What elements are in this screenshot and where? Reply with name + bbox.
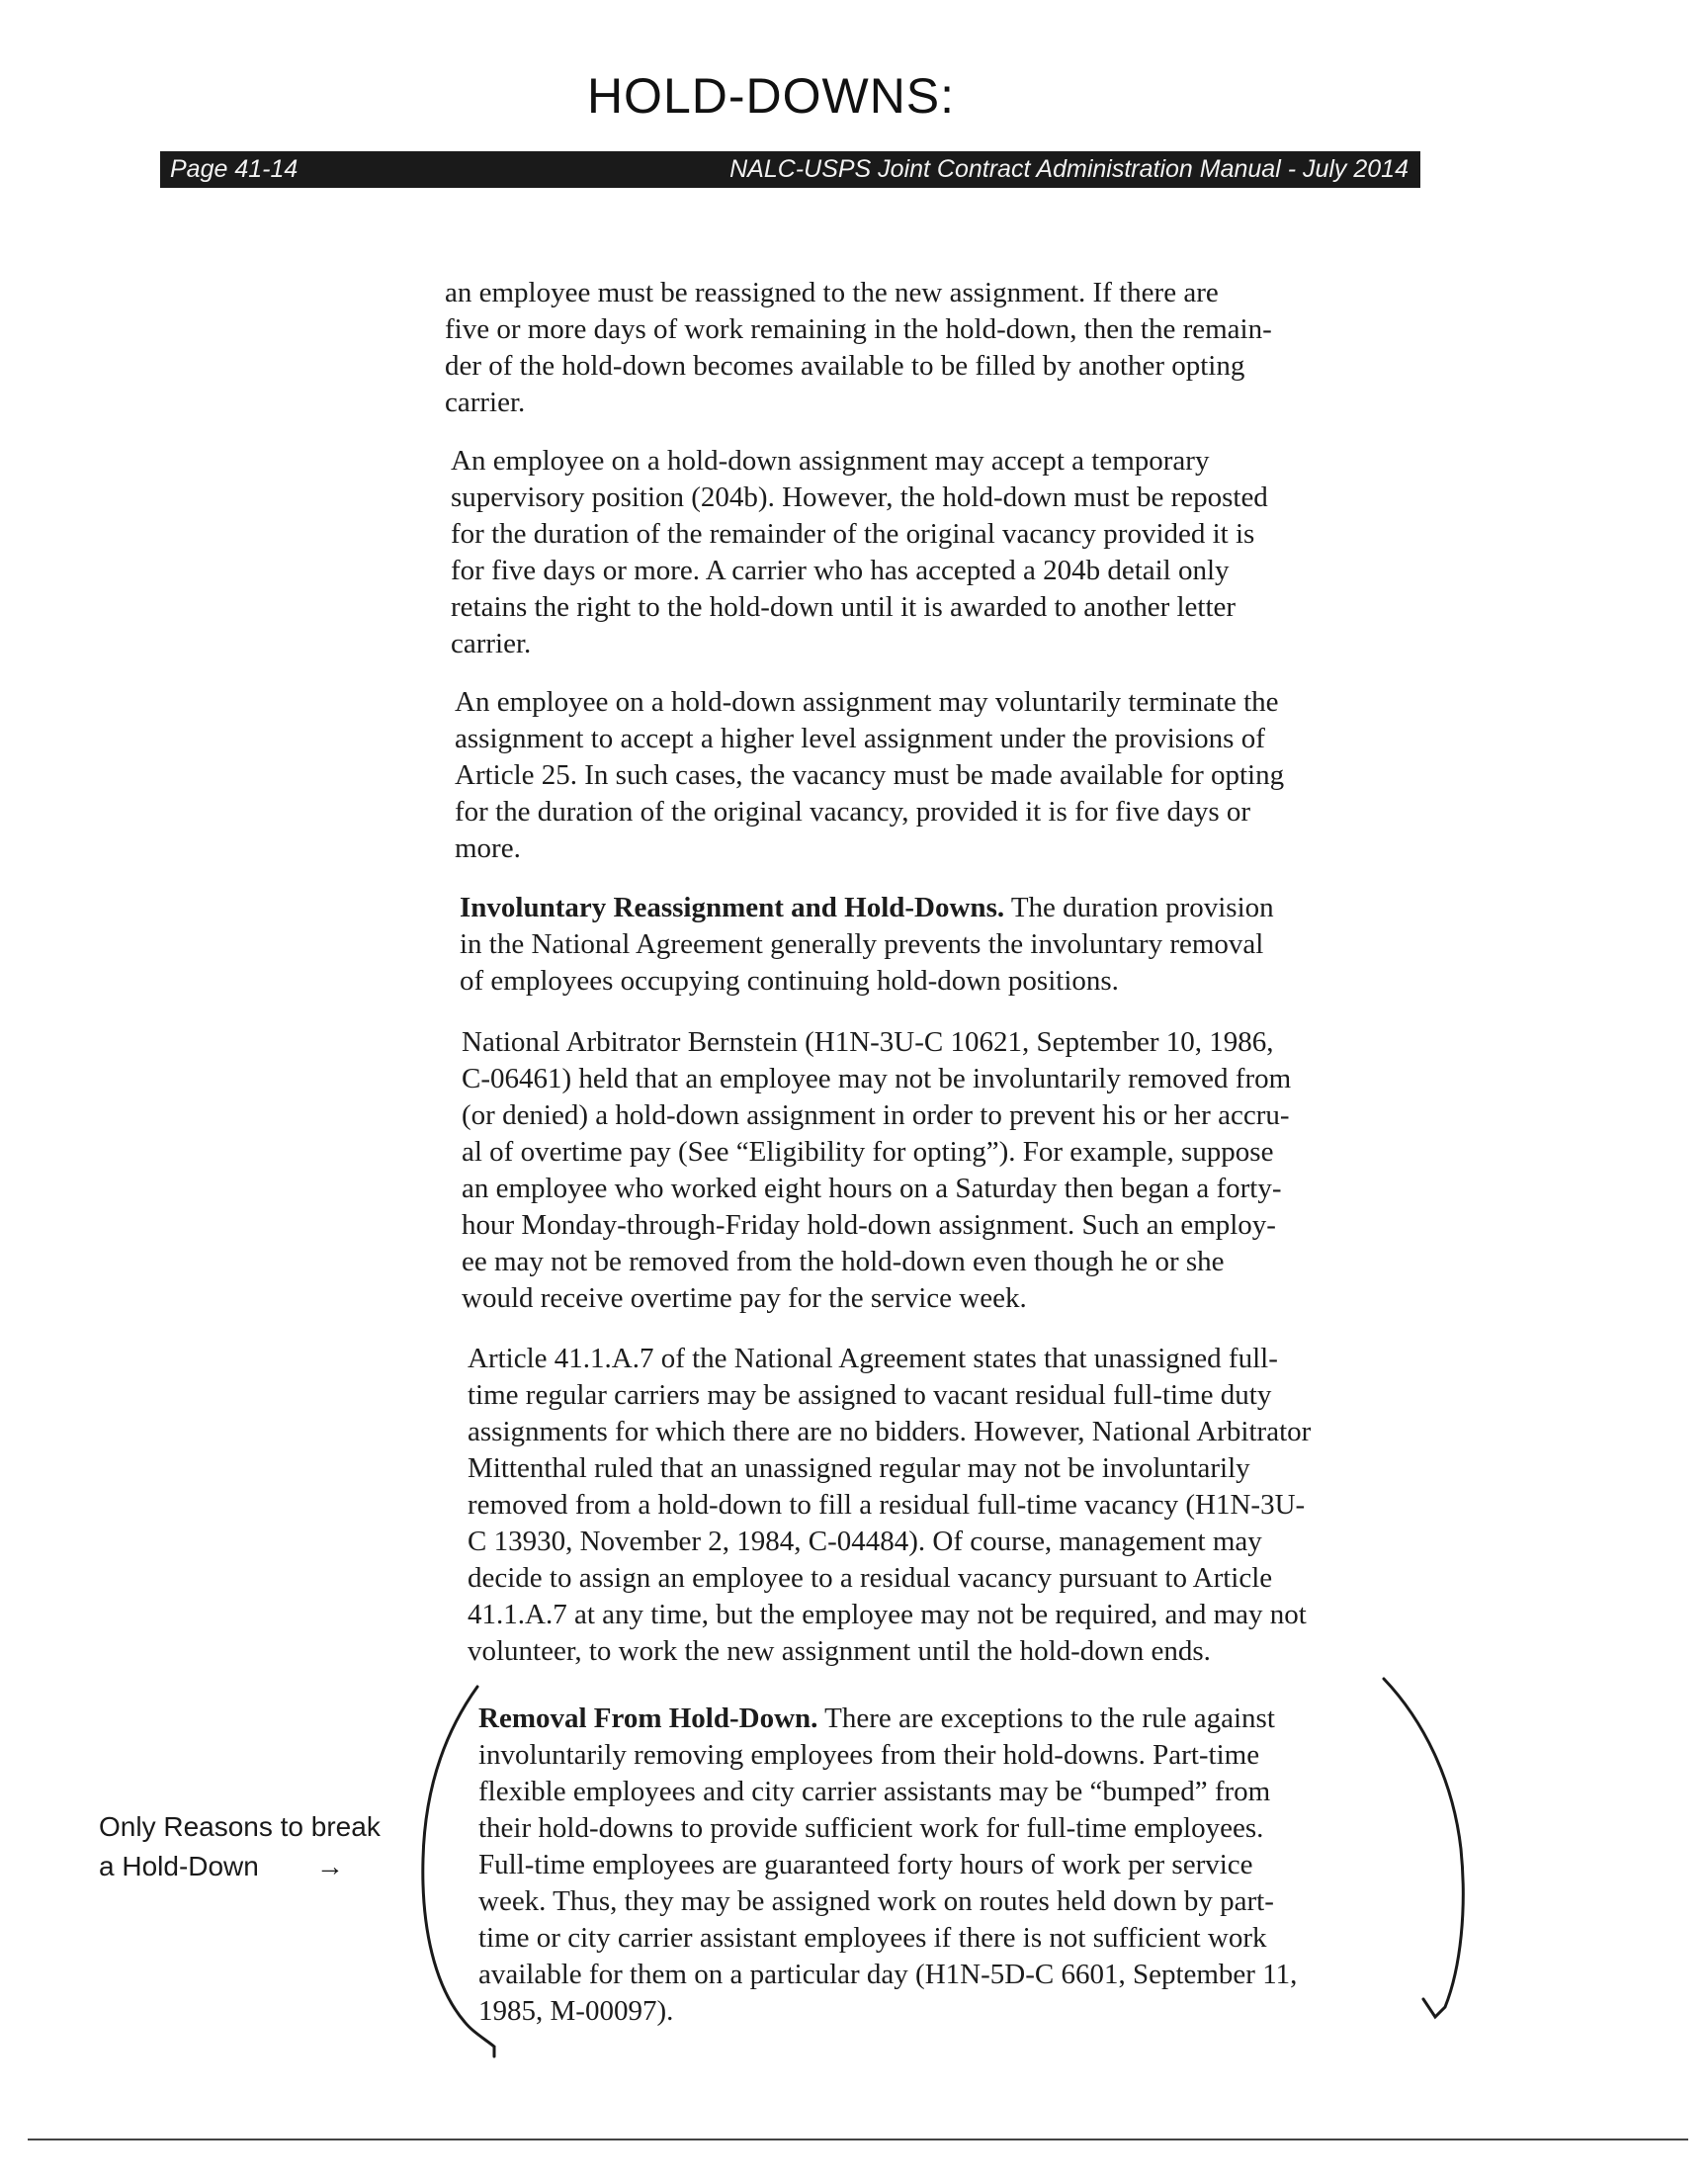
text-run: The duration provision <box>1004 892 1274 923</box>
paragraph-204b-supervisory <box>451 443 1268 662</box>
text-line: available for them on a particular day (H1N-5D-C 6601, September 11, <box>478 1959 1298 1990</box>
paragraph-article-41-mittenthal <box>468 1341 1311 1670</box>
handwritten-margin-note <box>99 1807 381 1886</box>
margin-note-text: a Hold-Down <box>99 1851 259 1881</box>
text-line <box>460 890 1274 926</box>
text-line: Mittenthal ruled that an unassigned regular may not be involuntarily <box>468 1452 1250 1484</box>
page-title: HOLD-DOWNS: <box>586 68 956 124</box>
page-number: Page 41-14 <box>170 155 299 183</box>
text-line: retains the right to the hold-down until it is awarded to another letter <box>451 591 1237 623</box>
text-line: volunteer, to work the new assignment until the hold-down ends. <box>468 1635 1211 1667</box>
text-line: Full-time employees are guaranteed forty hours of work per service <box>478 1849 1253 1880</box>
section-heading-involuntary-reassignment: Involuntary Reassignment and Hold-Downs. <box>460 892 1005 923</box>
text-line: der of the hold-down becomes available to be filled by another opting <box>445 350 1245 382</box>
manual-header-bar <box>160 151 1420 188</box>
text-line: assignments for which there are no bidders. However, National Arbitrator <box>468 1416 1312 1447</box>
text-line: Article 41.1.A.7 of the National Agreement states that unassigned full- <box>468 1343 1278 1374</box>
text-line: for the duration of the original vacancy, provided it is for five days or <box>455 796 1251 828</box>
text-run: There are exceptions to the rule against <box>817 1703 1275 1734</box>
margin-note-line: Only Reasons to break <box>99 1811 381 1842</box>
text-line: flexible employees and city carrier assistants may be “bumped” from <box>478 1776 1271 1807</box>
text-line: of employees occupying continuing hold-down positions. <box>460 965 1119 997</box>
paragraph-bernstein-decision <box>462 1024 1291 1317</box>
paragraph-involuntary-reassignment <box>460 890 1274 1000</box>
text-line: al of overtime pay (See “Eligibility for opting”). For example, suppose <box>462 1136 1274 1168</box>
text-line: more. <box>455 832 521 864</box>
text-line <box>478 1701 1297 1737</box>
text-line: an employee must be reassigned to the new assignment. If there are <box>445 277 1219 308</box>
text-line: (or denied) a hold-down assignment in order to prevent his or her accru- <box>462 1099 1290 1131</box>
text-line: 1985, M-00097). <box>478 1995 674 2027</box>
text-line: for the duration of the remainder of the original vacancy provided it is <box>451 518 1255 550</box>
text-line: decide to assign an employee to a residual vacancy pursuant to Article <box>468 1562 1273 1594</box>
text-line: in the National Agreement generally prevents the involuntary removal <box>460 928 1264 960</box>
section-heading-removal-from-hold-down: Removal From Hold-Down. <box>478 1703 818 1734</box>
right-arrow-icon: → <box>315 1851 344 1881</box>
text-line: five or more days of work remaining in the hold-down, then the remain- <box>445 313 1272 345</box>
text-line: National Arbitrator Bernstein (H1N-3U-C 10621, September 10, 1986, <box>462 1026 1274 1058</box>
text-line: time or city carrier assistant employees if there is not sufficient work <box>478 1922 1267 1954</box>
text-line: hour Monday-through-Friday hold-down assignment. Such an employ- <box>462 1209 1276 1241</box>
text-line: C-06461) held that an employee may not be involuntarily removed from <box>462 1063 1292 1094</box>
text-line: would receive overtime pay for the service week. <box>462 1282 1027 1314</box>
text-line: supervisory position (204b). However, the hold-down must be reposted <box>451 481 1268 513</box>
text-line: An employee on a hold-down assignment may voluntarily terminate the <box>455 686 1279 718</box>
manual-title: NALC-USPS Joint Contract Administration Manual - July 2014 <box>729 155 1409 183</box>
text-line: An employee on a hold-down assignment may accept a temporary <box>451 445 1210 477</box>
text-line: week. Thus, they may be assigned work on routes held down by part- <box>478 1885 1274 1917</box>
paragraph-higher-level-assignment <box>455 684 1284 867</box>
text-line: their hold-downs to provide sufficient work for full-time employees. <box>478 1812 1264 1844</box>
footer-divider <box>28 2139 1688 2140</box>
text-line: assignment to accept a higher level assignment under the provisions of <box>455 723 1265 754</box>
right-bracket <box>1384 1679 1463 2017</box>
text-line: for five days or more. A carrier who has accepted a 204b detail only <box>451 555 1230 586</box>
text-line: an employee who worked eight hours on a Saturday then began a forty- <box>462 1173 1282 1204</box>
text-line: ee may not be removed from the hold-down even though he or she <box>462 1246 1225 1277</box>
text-line: Article 25. In such cases, the vacancy must be made available for opting <box>455 759 1285 791</box>
paragraph-reassignment-continuation <box>445 275 1272 421</box>
text-line: C 13930, November 2, 1984, C-04484). Of course, management may <box>468 1526 1262 1557</box>
text-line: carrier. <box>445 387 526 418</box>
text-line: 41.1.A.7 at any time, but the employee may not be required, and may not <box>468 1599 1307 1630</box>
margin-note-line <box>99 1847 381 1886</box>
paragraph-removal-from-hold-down <box>478 1701 1297 2030</box>
text-line: removed from a hold-down to fill a residual full-time vacancy (H1N-3U- <box>468 1489 1306 1521</box>
text-line: time regular carriers may be assigned to vacant residual full-time duty <box>468 1379 1272 1411</box>
text-line: carrier. <box>451 628 532 659</box>
text-line: involuntarily removing employees from their hold-downs. Part-time <box>478 1739 1260 1771</box>
